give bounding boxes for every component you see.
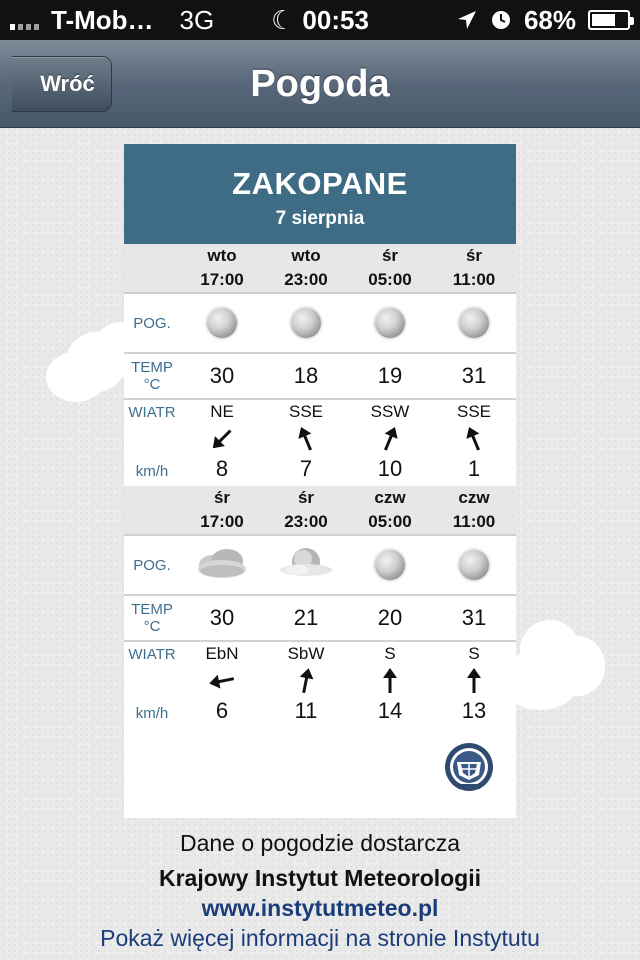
weather-cell xyxy=(264,294,348,352)
time-slot-day: wto xyxy=(291,246,321,265)
wind-direction: S xyxy=(384,644,396,663)
footer xyxy=(0,830,640,952)
temperature-value: 18 xyxy=(293,363,319,388)
wind-speed: 11 xyxy=(294,698,318,723)
time-slot-hour: 05:00 xyxy=(368,512,412,531)
temperature-unit: °C xyxy=(143,376,161,393)
do-not-disturb-moon-icon: ☾ xyxy=(271,4,295,35)
status-bar xyxy=(0,0,640,40)
wind-label-text: WIATR xyxy=(128,646,176,663)
time-header-spacer xyxy=(124,486,180,534)
wind-arrow-icon xyxy=(207,424,237,454)
signal-strength-icon xyxy=(10,10,39,30)
time-slot xyxy=(348,244,432,292)
time-slot xyxy=(348,486,432,534)
forecast-date: 7 sierpnia xyxy=(275,208,365,229)
wind-direction: SSE xyxy=(456,402,492,421)
wind-row xyxy=(124,400,516,486)
alarm-clock-icon xyxy=(490,9,512,31)
weather-cell xyxy=(180,294,264,352)
weather-label xyxy=(124,294,180,352)
wind-direction: S xyxy=(468,644,480,663)
more-info-link[interactable]: Pokaż więcej informacji na stronie Instytutu xyxy=(100,925,540,951)
location-arrow-icon xyxy=(456,9,478,31)
time-slot-day: śr xyxy=(381,246,399,265)
temperature-value: 31 xyxy=(461,363,487,388)
time-slot-day: śr xyxy=(465,246,483,265)
wind-speed: 10 xyxy=(377,456,403,481)
wind-unit: km/h xyxy=(135,705,169,722)
wind-direction: EbN xyxy=(205,644,239,663)
temperature-value: 19 xyxy=(377,363,403,388)
carrier-name: T-Mob… xyxy=(51,4,154,35)
wind-cell xyxy=(180,400,264,486)
time-slot-day: wto xyxy=(207,246,237,265)
temperature-row xyxy=(124,354,516,400)
wind-arrow-icon xyxy=(375,424,405,454)
time-header-row xyxy=(124,486,516,536)
time-slot xyxy=(432,244,516,292)
wind-cell xyxy=(348,400,432,486)
moon-icon xyxy=(207,308,237,338)
wind-cell xyxy=(264,400,348,486)
navigation-bar xyxy=(0,40,640,128)
weather-row xyxy=(124,294,516,354)
wind-speed: 6 xyxy=(215,698,229,723)
time-slot-hour: 11:00 xyxy=(452,512,496,531)
time-slot-day: śr xyxy=(297,488,315,507)
temperature-label-text: TEMP xyxy=(131,359,173,376)
data-source-text: Dane o pogodzie dostarcza xyxy=(179,830,461,856)
wind-arrow-icon xyxy=(291,666,321,696)
wind-speed: 8 xyxy=(215,456,229,481)
city-name: ZAKOPANE xyxy=(232,166,408,201)
temperature-row xyxy=(124,596,516,642)
institute-website-link[interactable]: www.instytutmeteo.pl xyxy=(201,895,439,921)
moon-icon xyxy=(375,550,405,580)
temperature-label xyxy=(124,596,180,640)
time-slot-hour: 11:00 xyxy=(452,270,496,289)
time-slot-day: czw xyxy=(458,488,490,507)
weather-label-text: POG. xyxy=(133,556,171,574)
battery-percent: 68% xyxy=(523,4,576,35)
temperature-value: 31 xyxy=(461,605,487,630)
time-slot xyxy=(180,244,264,292)
forecast-card xyxy=(124,144,516,818)
page-title: Pogoda xyxy=(250,62,390,105)
wind-speed: 14 xyxy=(377,698,403,723)
institute-name: Krajowy Instytut Meteorologii xyxy=(158,865,482,891)
wind-cell xyxy=(432,400,516,486)
temperature-value: 20 xyxy=(377,605,403,630)
back-button[interactable] xyxy=(12,56,112,112)
moon-icon xyxy=(291,308,321,338)
temperature-value: 30 xyxy=(209,605,235,630)
cloudy-icon xyxy=(193,547,251,584)
temperature-label-text: TEMP xyxy=(131,601,173,618)
wind-cell xyxy=(348,642,432,728)
wind-label-text: WIATR xyxy=(128,404,176,421)
moon-icon xyxy=(459,308,489,338)
time-slot-day: śr xyxy=(213,488,231,507)
wind-direction: SbW xyxy=(287,644,325,663)
wind-unit: km/h xyxy=(135,463,169,480)
temperature-label xyxy=(124,354,180,398)
weather-cell xyxy=(348,536,432,594)
time-slot xyxy=(264,486,348,534)
wind-speed: 1 xyxy=(467,456,481,481)
temperature-value: 30 xyxy=(209,363,235,388)
temperature-unit: °C xyxy=(143,618,161,635)
wind-direction: SSE xyxy=(288,402,324,421)
moon-icon xyxy=(375,308,405,338)
time-slot-hour: 23:00 xyxy=(284,270,328,289)
time-slot-hour: 17:00 xyxy=(200,270,244,289)
wind-label xyxy=(124,642,180,728)
back-button-label: Wróć xyxy=(40,71,95,96)
weather-cell xyxy=(180,536,264,594)
institute-logo[interactable] xyxy=(444,742,494,792)
wind-arrow-icon xyxy=(291,424,321,454)
weather-cell xyxy=(264,536,348,594)
wind-arrow-icon xyxy=(207,666,237,696)
logo-area xyxy=(124,728,516,808)
time-slot-hour: 23:00 xyxy=(284,512,328,531)
moon-icon xyxy=(459,550,489,580)
weather-label xyxy=(124,536,180,594)
time-slot xyxy=(432,486,516,534)
wind-direction: SSW xyxy=(370,402,410,421)
time-slot xyxy=(264,244,348,292)
wind-speed: 7 xyxy=(299,456,313,481)
status-time: 00:53 xyxy=(302,4,369,35)
time-slot-day: czw xyxy=(374,488,406,507)
weather-label-text: POG. xyxy=(133,314,171,332)
partly-cloudy-moon-icon xyxy=(277,546,335,585)
time-slot-hour: 17:00 xyxy=(200,512,244,531)
weather-cell xyxy=(432,294,516,352)
wind-speed: 13 xyxy=(461,698,487,723)
wind-arrow-icon xyxy=(459,424,489,454)
forecast-header xyxy=(124,144,516,244)
wind-row xyxy=(124,642,516,728)
background-cloud-left xyxy=(46,322,136,402)
wind-cell xyxy=(264,642,348,728)
time-header-row xyxy=(124,244,516,294)
wind-cell xyxy=(180,642,264,728)
wind-arrow-icon xyxy=(375,666,405,696)
weather-row xyxy=(124,536,516,596)
battery-icon xyxy=(588,10,630,30)
wind-arrow-icon xyxy=(459,666,489,696)
wind-label xyxy=(124,400,180,486)
temperature-value: 21 xyxy=(293,605,319,630)
wind-direction: NE xyxy=(210,402,234,421)
network-type: 3G xyxy=(179,4,215,35)
weather-cell xyxy=(432,536,516,594)
time-slot xyxy=(180,486,264,534)
weather-cell xyxy=(348,294,432,352)
wind-cell xyxy=(432,642,516,728)
time-header-spacer xyxy=(124,244,180,292)
time-slot-hour: 05:00 xyxy=(368,270,412,289)
